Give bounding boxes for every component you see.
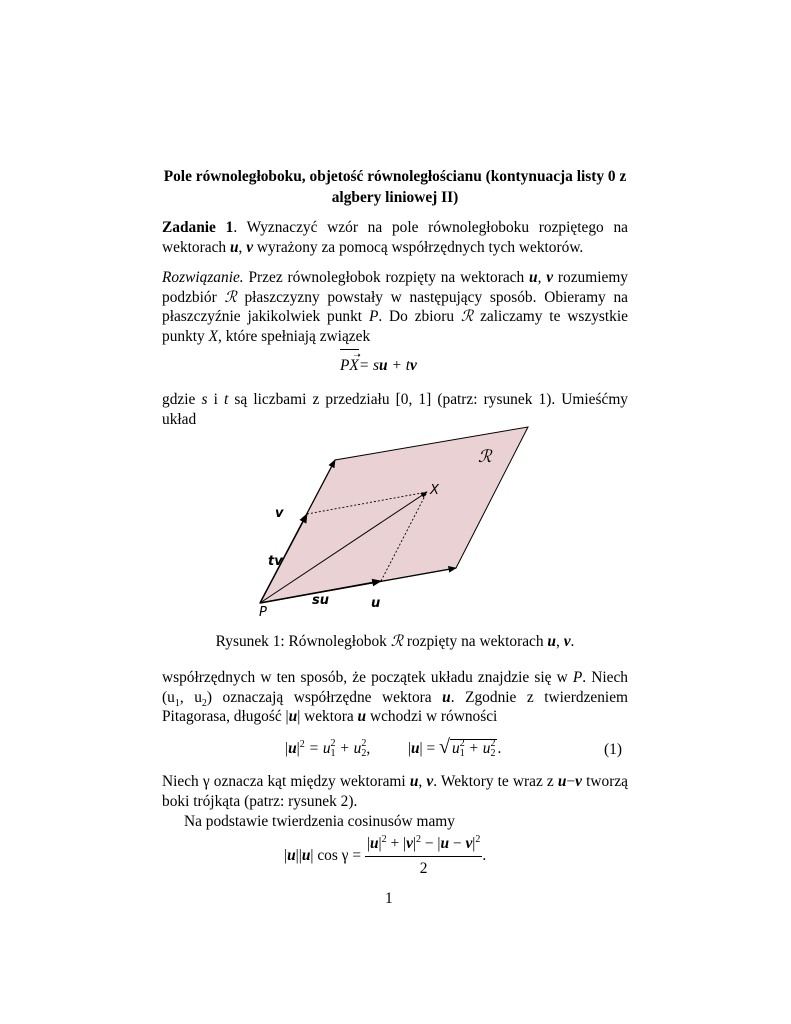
vector-v: v xyxy=(563,633,571,650)
sqrt-body xyxy=(450,738,497,760)
superscript: 2 xyxy=(459,738,465,750)
eq-part: | xyxy=(296,740,300,757)
label-u: u xyxy=(371,596,381,611)
superscript: 2 xyxy=(490,738,496,750)
coords-text: , u xyxy=(179,688,202,706)
equation-1 xyxy=(285,737,501,759)
numerator xyxy=(365,834,483,857)
superscript: 2 xyxy=(381,833,387,845)
fraction xyxy=(365,834,483,879)
point-x: X xyxy=(208,327,219,345)
cosine-paragraph: Na podstawie twierdzenia cosinusów mamy xyxy=(184,813,455,830)
vector-u: u xyxy=(409,773,419,790)
coords-text: wchodzi w równości xyxy=(366,708,498,726)
label-tv: tv xyxy=(268,554,283,569)
superscript: 2 xyxy=(475,833,481,845)
where-text: i xyxy=(207,391,224,408)
vector-u: u xyxy=(410,740,420,757)
parallelogram-figure xyxy=(250,420,540,620)
vector-v: v xyxy=(409,357,417,374)
equation-number: (1) xyxy=(604,741,622,758)
coords-paragraph xyxy=(162,668,628,727)
minus-sign: − xyxy=(566,773,576,790)
point-p: P xyxy=(572,669,583,686)
task-label: Zadanie 1 xyxy=(162,219,234,236)
eq-part: | xyxy=(285,740,289,757)
eq-part: u xyxy=(452,740,460,757)
label-su: su xyxy=(312,593,329,608)
vector-u: u xyxy=(288,740,297,757)
coords-text: współrzędnych w ten sposób, że początek układu znajdzie się w xyxy=(162,669,573,686)
label-x: X xyxy=(430,483,439,498)
subscript: 1 xyxy=(459,748,465,760)
set-symbol: ℛ xyxy=(390,633,403,650)
vector-v: v xyxy=(465,835,473,852)
coords-text: ) oznaczają współrzędne wektora xyxy=(206,688,443,706)
vector-u: u xyxy=(369,835,379,852)
eq-part: + u xyxy=(464,740,491,757)
set-symbol: ℛ xyxy=(224,288,237,306)
vector-v: v xyxy=(546,269,554,286)
set-symbol: ℛ xyxy=(460,308,474,326)
superscript: 2 xyxy=(299,738,305,750)
vector-u: u xyxy=(357,708,367,726)
eq-part: | xyxy=(366,835,370,852)
equation-cosine xyxy=(284,834,486,879)
eq-part: | xyxy=(407,740,411,757)
task-comma: , xyxy=(238,238,247,256)
vector-u: u xyxy=(529,269,538,286)
vector-u: u xyxy=(301,847,311,865)
label-set: ℛ xyxy=(478,447,492,466)
vector-px-label: PX xyxy=(340,357,359,374)
scalar-s: s xyxy=(201,391,208,408)
gamma-comma: , xyxy=(418,773,427,790)
solution-text: Przez równoległobok rozpięty na wektorach xyxy=(243,269,529,286)
solution-paragraph xyxy=(162,268,628,346)
vector-v: v xyxy=(426,773,434,790)
superscript: 2 xyxy=(361,738,367,750)
task-paragraph xyxy=(162,218,628,257)
vector-u: u xyxy=(442,688,451,706)
eq-part: . xyxy=(482,847,487,865)
subscript: 2 xyxy=(490,748,496,760)
solution-label: Rozwiązanie. xyxy=(162,269,244,286)
eq-part: + t xyxy=(387,357,410,374)
subscript: 2 xyxy=(201,697,207,709)
coords-text: . Niech (u xyxy=(162,669,628,706)
page-title: Pole równoległoboku, objetość równoległościanu (kontynuacja listy 0 z algbery liniowej II) xyxy=(163,168,627,206)
superscript: 2 xyxy=(330,738,336,750)
label-v: v xyxy=(275,506,284,521)
figure-caption xyxy=(162,632,628,651)
scalar-t: t xyxy=(224,391,229,408)
equation-px xyxy=(340,350,417,376)
vector-v: v xyxy=(575,773,582,790)
gamma-paragraph xyxy=(162,772,628,811)
eq-part: = s xyxy=(358,357,380,374)
superscript: 2 xyxy=(416,833,422,845)
eq-part: + u xyxy=(335,740,362,757)
eq-part: | xyxy=(284,847,288,865)
vector-u: u xyxy=(287,847,296,865)
eq-part: = u xyxy=(304,740,331,757)
solution-text: rozumiemy podzbiór xyxy=(162,269,628,306)
gamma-text: Niech γ oznacza kąt między wektorami xyxy=(162,773,410,790)
gamma-text: . Wektory te wraz z xyxy=(433,773,558,790)
eq-part: || xyxy=(295,847,302,865)
vector-u: u xyxy=(288,708,298,726)
eq-part: | cos γ = xyxy=(310,847,365,865)
solution-text: , które spełniają związek xyxy=(218,327,371,345)
eq-part: , xyxy=(366,740,371,757)
subscript: 1 xyxy=(330,748,336,760)
denominator: 2 xyxy=(419,860,428,877)
eq-part: | xyxy=(472,835,476,852)
solution-text: zaliczamy te wszystkie punkty xyxy=(162,308,628,345)
eq-part: | xyxy=(412,835,417,852)
eq-part: + | xyxy=(386,835,407,852)
page-number: 1 xyxy=(385,890,393,907)
coords-text: | wektora xyxy=(297,708,358,726)
vector-u: u xyxy=(557,773,567,790)
vector-px xyxy=(340,350,361,376)
eq-part: − | xyxy=(421,835,441,852)
vector-v: v xyxy=(406,835,413,852)
subscript: 1 xyxy=(174,697,180,709)
caption-text: rozpięty na wektorach xyxy=(402,633,548,650)
solution-text: . Do zbioru xyxy=(378,308,461,326)
caption-text: Rysunek 1: Równoległobok xyxy=(215,633,391,650)
where-text: gdzie xyxy=(162,391,202,408)
caption-comma: , xyxy=(555,633,564,650)
solution-comma: , xyxy=(537,269,547,286)
sqrt-sign: √ xyxy=(439,736,450,758)
vector-u: u xyxy=(440,835,450,852)
coords-text: . Zgodnie z twierdzeniem Pitagorasa, długość | xyxy=(162,688,629,726)
caption-end: . xyxy=(570,633,575,650)
point-p: P xyxy=(368,308,379,326)
eq-part: | xyxy=(378,835,382,852)
vector-u: u xyxy=(379,357,388,374)
vector-v: v xyxy=(246,238,254,256)
vector-u: u xyxy=(547,633,556,650)
eq-part: . xyxy=(497,740,502,757)
subscript: 2 xyxy=(361,748,367,760)
where-text: są liczbami z przedziału [0, 1] (patrz: rysunek 1). Umieśćmy układ xyxy=(162,391,628,428)
task-text: . Wyznaczyć wzór na pole równoległoboku rozpiętego na wektorach xyxy=(162,219,628,256)
task-text-end: wyrażony za pomocą współrzędnych tych wektorów. xyxy=(253,238,584,256)
eq-part: | = xyxy=(419,740,440,757)
gamma-text: tworzą boki trójkąta (patrz: rysunek 2). xyxy=(162,773,628,810)
minus-sign: − xyxy=(449,835,466,852)
solution-text: płaszczyzny powstały w następujący sposób. Obieramy na płaszczyźnie jakikolwiek punkt xyxy=(162,288,628,326)
vector-arrow-head: ➝ xyxy=(353,350,361,360)
vector-u: u xyxy=(229,238,239,256)
label-p: P xyxy=(259,605,267,620)
index-stack xyxy=(490,739,495,759)
